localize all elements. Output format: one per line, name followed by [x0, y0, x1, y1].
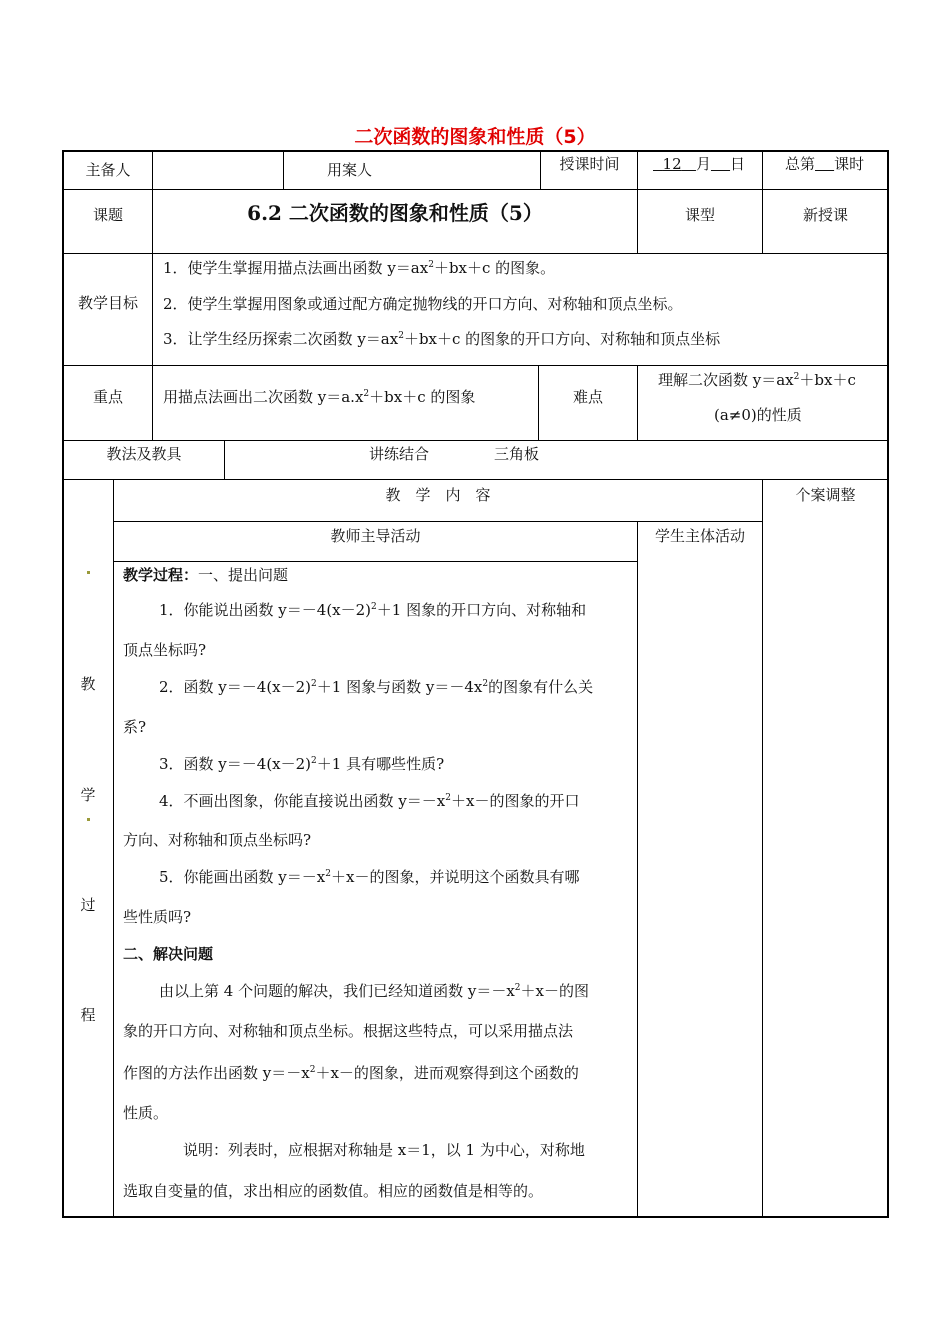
date-month-unit: 月: [695, 155, 711, 173]
lesson-suffix: 课时: [834, 155, 865, 173]
paragraph-line-2: 象的开口方向、对称轴和顶点坐标。根据这些特点，可以采用描点法: [123, 1022, 574, 1040]
key-label: 重点: [92, 388, 123, 406]
lesson-date: [653, 154, 745, 174]
difficulty-line-2: (a≠0)的性质: [714, 406, 802, 424]
lesson-prefix: 总第: [785, 155, 816, 173]
date-day-unit: 日: [730, 155, 746, 173]
question-1-line-1: 1．你能说出函数 $y=-4(x-2)^2+1$ 图象的开口方向、对称轴和: [159, 601, 587, 619]
lesson-type-value: 新授课: [802, 206, 848, 224]
side-char-1: 教: [80, 675, 96, 693]
goal-item-2: 2．使学生掌握用图象或通过配方确定抛物线的开口方向、对称轴和顶点坐标。: [163, 295, 683, 313]
key-value: 用描点法画出二次函数 $y=a.x^2+bx+c$ 的图象: [163, 388, 476, 406]
adjust-header: 个案调整: [795, 486, 856, 504]
question-4-line-1: 4．不画出图象，你能直接说出函数 $y=-x^2+x-$的图象的开口: [159, 792, 580, 810]
methods-tool: 三角板: [494, 445, 540, 463]
goals-label: 教学目标: [77, 294, 138, 312]
teacher-header: 教师主导活动: [330, 527, 421, 545]
side-char-2: 学: [80, 786, 96, 804]
difficulty-label: 难点: [572, 388, 603, 406]
topic-value: 6.2 二次函数的图象和性质（5）: [247, 201, 543, 225]
stray-dot: [87, 571, 90, 574]
methods-method: 讲练结合: [369, 445, 430, 463]
question-5-line-2: 些性质吗?: [123, 908, 192, 926]
preparer-label: 主备人: [85, 161, 131, 179]
note-line-1: 说明：列表时，应根据对称轴是 x＝1，以 1 为中心，对称地: [183, 1141, 585, 1159]
question-1-line-2: 顶点坐标吗?: [123, 641, 207, 659]
side-char-4: 程: [80, 1006, 96, 1024]
goal-item-3: 3．让学生经历探索二次函数 $y=ax^2+bx+c$ 的图象的开口方向、对称轴和顶点坐标: [163, 330, 721, 348]
section-2-heading: 二、解决问题: [123, 945, 214, 963]
question-2-line-2: 系?: [123, 718, 147, 736]
date-month-value: 12: [662, 155, 682, 173]
difficulty-line-1: 理解二次函数 $y=ax^2+bx+c$: [658, 371, 856, 389]
question-2-line-1: 2．函数 $y=-4(x-2)^2+1$ 图象与函数 $y=-4x^2$的图象有什么关: [159, 678, 594, 696]
document-title: 二次函数的图象和性质（5）: [354, 126, 596, 148]
question-3: 3．函数 $y=-4(x-2)^2+1$ 具有哪些性质?: [159, 755, 445, 773]
section-1-heading: 教学过程：一、提出问题: [123, 566, 289, 584]
question-4-line-2: 方向、对称轴和顶点坐标吗?: [123, 831, 312, 849]
note-line-2: 选取自变量的值，求出相应的函数值。相应的函数值是相等的。: [123, 1182, 544, 1200]
user-label: 用案人: [326, 161, 372, 179]
stray-dot: [87, 818, 90, 821]
side-char-3: 过: [80, 896, 96, 914]
lesson-type-label: 课型: [684, 206, 715, 224]
topic-label: 课题: [92, 206, 123, 224]
goal-item-1: 1．使学生掌握用描点法画出函数 $y=ax^2+bx+c$ 的图象。: [163, 259, 556, 277]
lesson-number: [785, 154, 864, 174]
time-label: 授课时间: [559, 155, 620, 173]
paragraph-line-1: 由以上第 4 个问题的解决，我们已经知道函数 $y=-x^2+x-$的图: [159, 982, 589, 1000]
paragraph-line-4: 性质。: [123, 1104, 169, 1122]
student-header: 学生主体活动: [654, 527, 745, 545]
question-5-line-1: 5．你能画出函数 $y=-x^2+x-$的图象，并说明这个函数具有哪: [159, 868, 580, 886]
methods-label: 教法及教具: [106, 445, 182, 463]
content-header: 教 学 内 容: [385, 486, 491, 504]
paragraph-line-3: 作图的方法作出函数 $y=-x^2+x-$的图象，进而观察得到这个函数的: [123, 1064, 579, 1082]
